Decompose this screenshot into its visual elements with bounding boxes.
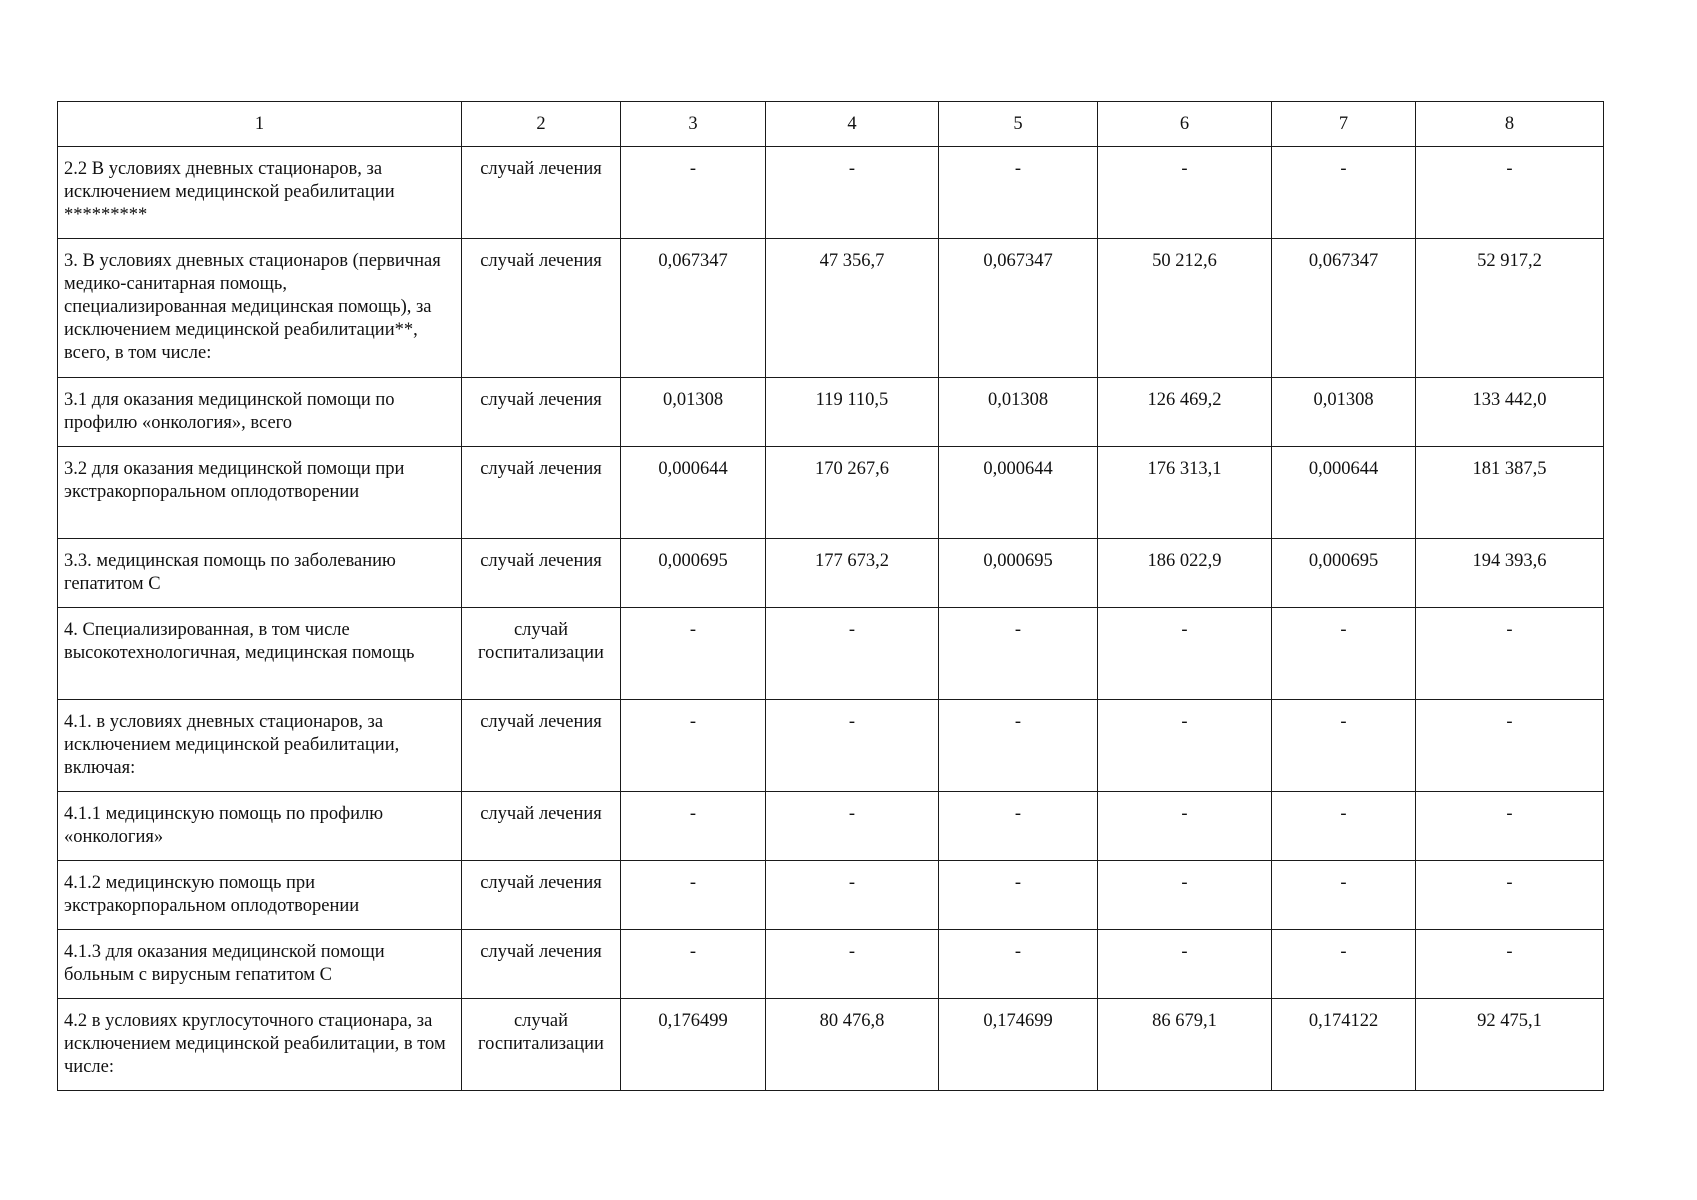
column-number: 2 (462, 102, 621, 147)
row-name: 4.1.3 для оказания медицинской помощи больным с вирусным гепатитом С (58, 930, 462, 999)
table-row (58, 861, 1604, 930)
row-name: 3. В условиях дневных стационаров (первичная медико-санитарная помощь, специализированная медицинская помощь), за исключением медицинской реабилитации**, всего, в том числе: (58, 239, 462, 378)
row-value: 176 313,1 (1098, 447, 1272, 539)
row-unit: случай лечения (462, 539, 621, 608)
row-unit: случай лечения (462, 792, 621, 861)
row-value: 133 442,0 (1416, 378, 1604, 447)
column-number: 7 (1272, 102, 1416, 147)
row-value: - (621, 861, 766, 930)
row-name: 3.2 для оказания медицинской помощи при экстракорпоральном оплодотворении (58, 447, 462, 539)
row-unit: случай госпитализации (462, 999, 621, 1091)
column-number: 3 (621, 102, 766, 147)
row-value: - (1272, 147, 1416, 239)
column-number: 1 (58, 102, 462, 147)
row-value: 0,067347 (1272, 239, 1416, 378)
row-value: - (1416, 930, 1604, 999)
row-unit: случай госпитализации (462, 608, 621, 700)
row-value: - (1098, 147, 1272, 239)
row-value: 50 212,6 (1098, 239, 1272, 378)
row-value: 0,067347 (939, 239, 1098, 378)
table-row (58, 608, 1604, 700)
row-unit: случай лечения (462, 930, 621, 999)
row-name: 4.1. в условиях дневных стационаров, за исключением медицинской реабилитации, включая: (58, 700, 462, 792)
row-value: 52 917,2 (1416, 239, 1604, 378)
row-value: 0,067347 (621, 239, 766, 378)
row-unit: случай лечения (462, 447, 621, 539)
row-value: 0,01308 (1272, 378, 1416, 447)
row-value: - (1416, 792, 1604, 861)
row-value: 0,176499 (621, 999, 766, 1091)
row-value: 0,000695 (1272, 539, 1416, 608)
row-value: 92 475,1 (1416, 999, 1604, 1091)
row-value: 0,174699 (939, 999, 1098, 1091)
row-unit: случай лечения (462, 239, 621, 378)
row-value: - (1098, 792, 1272, 861)
row-name: 3.1 для оказания медицинской помощи по профилю «онкология», всего (58, 378, 462, 447)
row-unit: случай лечения (462, 378, 621, 447)
table-row (58, 447, 1604, 539)
table-row (58, 539, 1604, 608)
row-unit: случай лечения (462, 700, 621, 792)
row-value: - (621, 700, 766, 792)
row-value: 0,000695 (621, 539, 766, 608)
column-number: 6 (1098, 102, 1272, 147)
row-value: 80 476,8 (766, 999, 939, 1091)
row-value: - (1272, 861, 1416, 930)
row-value: - (1416, 861, 1604, 930)
row-value: - (766, 861, 939, 930)
row-unit: случай лечения (462, 147, 621, 239)
row-value: - (939, 861, 1098, 930)
row-value: - (1416, 700, 1604, 792)
column-number: 5 (939, 102, 1098, 147)
row-name: 4. Специализированная, в том числе высокотехнологичная, медицинская помощь (58, 608, 462, 700)
row-value: 126 469,2 (1098, 378, 1272, 447)
row-value: 186 022,9 (1098, 539, 1272, 608)
row-value: - (1272, 608, 1416, 700)
table-row (58, 378, 1604, 447)
table-row (58, 147, 1604, 239)
row-value: - (766, 792, 939, 861)
row-value: - (621, 930, 766, 999)
row-value: - (939, 792, 1098, 861)
row-value: - (766, 608, 939, 700)
column-number: 4 (766, 102, 939, 147)
row-value: 0,000644 (621, 447, 766, 539)
row-name: 4.2 в условиях круглосуточного стационара, за исключением медицинской реабилитации, в том числе: (58, 999, 462, 1091)
row-value: - (1416, 147, 1604, 239)
row-value: 177 673,2 (766, 539, 939, 608)
row-value: - (766, 700, 939, 792)
row-value: 194 393,6 (1416, 539, 1604, 608)
row-value: 86 679,1 (1098, 999, 1272, 1091)
row-value: - (621, 792, 766, 861)
row-value: - (939, 608, 1098, 700)
row-value: - (621, 147, 766, 239)
row-value: 0,174122 (1272, 999, 1416, 1091)
row-value: - (939, 147, 1098, 239)
row-name: 3.3. медицинская помощь по заболеванию гепатитом С (58, 539, 462, 608)
row-value: - (766, 147, 939, 239)
row-value: 0,01308 (939, 378, 1098, 447)
row-value: - (1272, 700, 1416, 792)
row-value: 0,01308 (621, 378, 766, 447)
row-value: 181 387,5 (1416, 447, 1604, 539)
row-value: - (766, 930, 939, 999)
data-table (57, 101, 1604, 1091)
row-value: - (939, 930, 1098, 999)
row-name: 2.2 В условиях дневных стационаров, за исключением медицинской реабилитации ********* (58, 147, 462, 239)
row-value: 0,000644 (1272, 447, 1416, 539)
row-name: 4.1.2 медицинскую помощь при экстракорпоральном оплодотворении (58, 861, 462, 930)
table-row (58, 792, 1604, 861)
row-value: - (1416, 608, 1604, 700)
row-value: 0,000695 (939, 539, 1098, 608)
row-value: - (621, 608, 766, 700)
row-value: - (1098, 930, 1272, 999)
table-row (58, 239, 1604, 378)
row-value: 47 356,7 (766, 239, 939, 378)
row-value: - (1098, 700, 1272, 792)
row-value: - (1098, 861, 1272, 930)
row-unit: случай лечения (462, 861, 621, 930)
table-row (58, 700, 1604, 792)
row-value: 119 110,5 (766, 378, 939, 447)
row-value: 0,000644 (939, 447, 1098, 539)
row-name: 4.1.1 медицинскую помощь по профилю «онкология» (58, 792, 462, 861)
row-value: 170 267,6 (766, 447, 939, 539)
column-number-row (58, 102, 1604, 147)
row-value: - (1272, 792, 1416, 861)
row-value: - (1098, 608, 1272, 700)
table-row (58, 999, 1604, 1091)
table-row (58, 930, 1604, 999)
column-number: 8 (1416, 102, 1604, 147)
row-value: - (939, 700, 1098, 792)
row-value: - (1272, 930, 1416, 999)
